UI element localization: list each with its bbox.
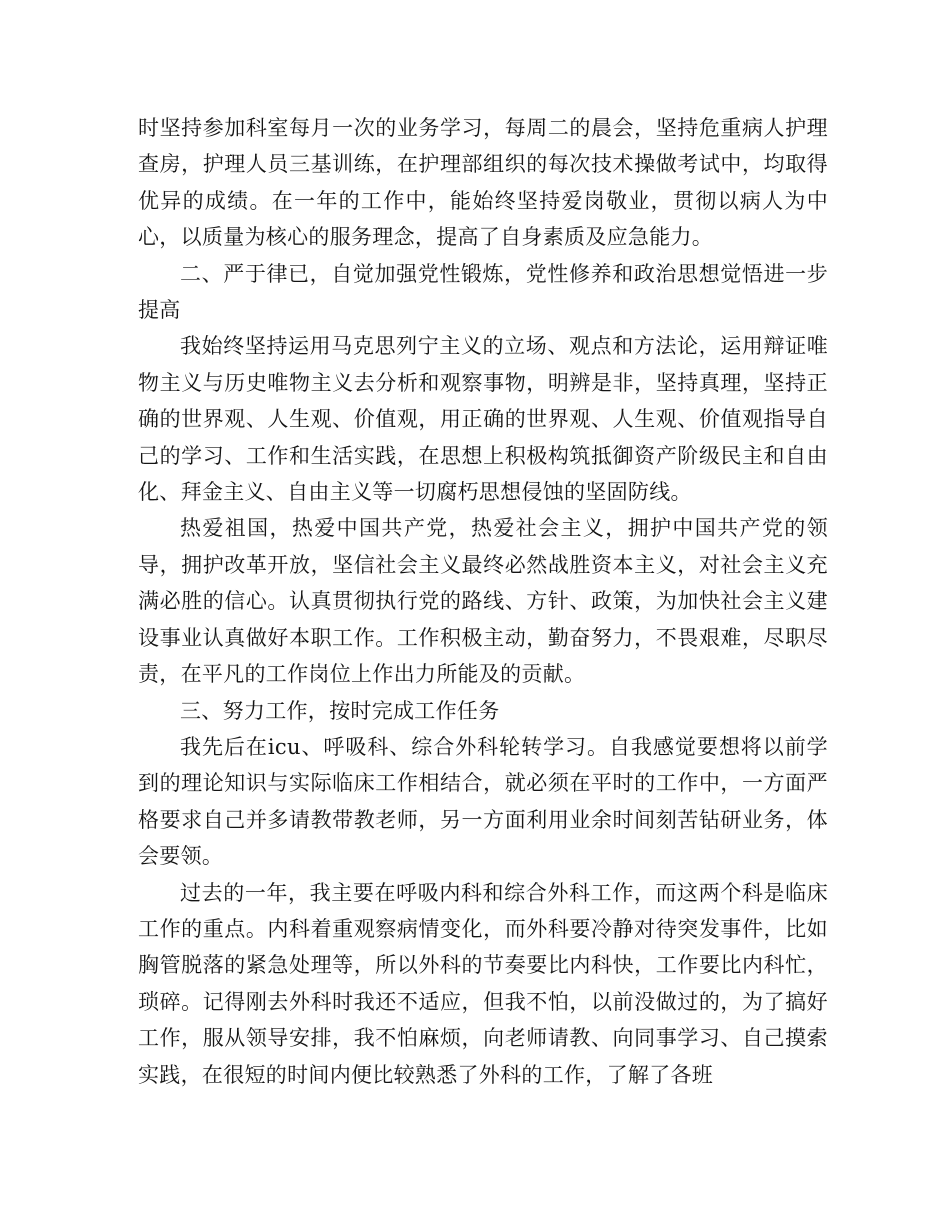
paragraph-7: 过去的一年，我主要在呼吸内科和综合外科工作，而这两个科是临床工作的重点。内科着重观察病情变化，而外科要冷静对待突发事件，比如胸管脱落的紧急处理等，所以外科的节奏要比内科快，工作要比内科忙，琐碎。记得刚去外科时我还不适应，但我不怕，以前没做过的，为了搞好工作，服从领导安排，我不怕麻烦，向老师请教、向同事学习、自己摸索实践，在很短的时间内便比较熟悉了外科的工作，了解了各班: [138, 880, 828, 1087]
paragraph-1: 时坚持参加科室每月一次的业务学习，每周二的晨会，坚持危重病人护理查房，护理人员三基训练，在护理部组织的每次技术操做考试中，均取得优异的成绩。在一年的工作中，能始终坚持爱岗敬业，贯彻以病人为中心，以质量为核心的服务理念，提高了自身素质及应急能力。: [138, 116, 828, 250]
section-heading-2: 二、严于律已，自觉加强党性锻炼，党性修养和政治思想觉悟进一步提高: [138, 261, 828, 323]
paragraph-4: 热爱祖国，热爱中国共产党，热爱社会主义，拥护中国共产党的领导，拥护改革开放，坚信社会主义最终必然战胜资本主义，对社会主义充满必胜的信心。认真贯彻执行党的路线、方针、政策，为加快社会主义建设事业认真做好本职工作。工作积极主动，勤奋努力，不畏艰难，尽职尽责，在平凡的工作岗位上作出力所能及的贡献。: [138, 516, 828, 687]
document-body: [138, 110, 828, 1093]
section-heading-3: 三、努力工作，按时完成工作任务: [180, 698, 500, 723]
paragraph-3: 我始终坚持运用马克思列宁主义的立场、观点和方法论，运用辩证唯物主义与历史唯物主义去分析和观察事物，明辨是非，坚持真理，坚持正确的世界观、人生观、价值观，用正确的世界观、人生观、价值观指导自己的学习、工作和生活实践，在思想上积极构筑抵御资产阶级民主和自由化、拜金主义、自由主义等一切腐朽思想侵蚀的坚固防线。: [138, 334, 828, 505]
paragraph-6: 我先后在icu、呼吸科、综合外科轮转学习。自我感觉要想将以前学到的理论知识与实际临床工作相结合，就必须在平时的工作中，一方面严格要求自己并多请教带教老师，另一方面利用业余时间刻苦钻研业务，体会要领。: [138, 734, 828, 869]
